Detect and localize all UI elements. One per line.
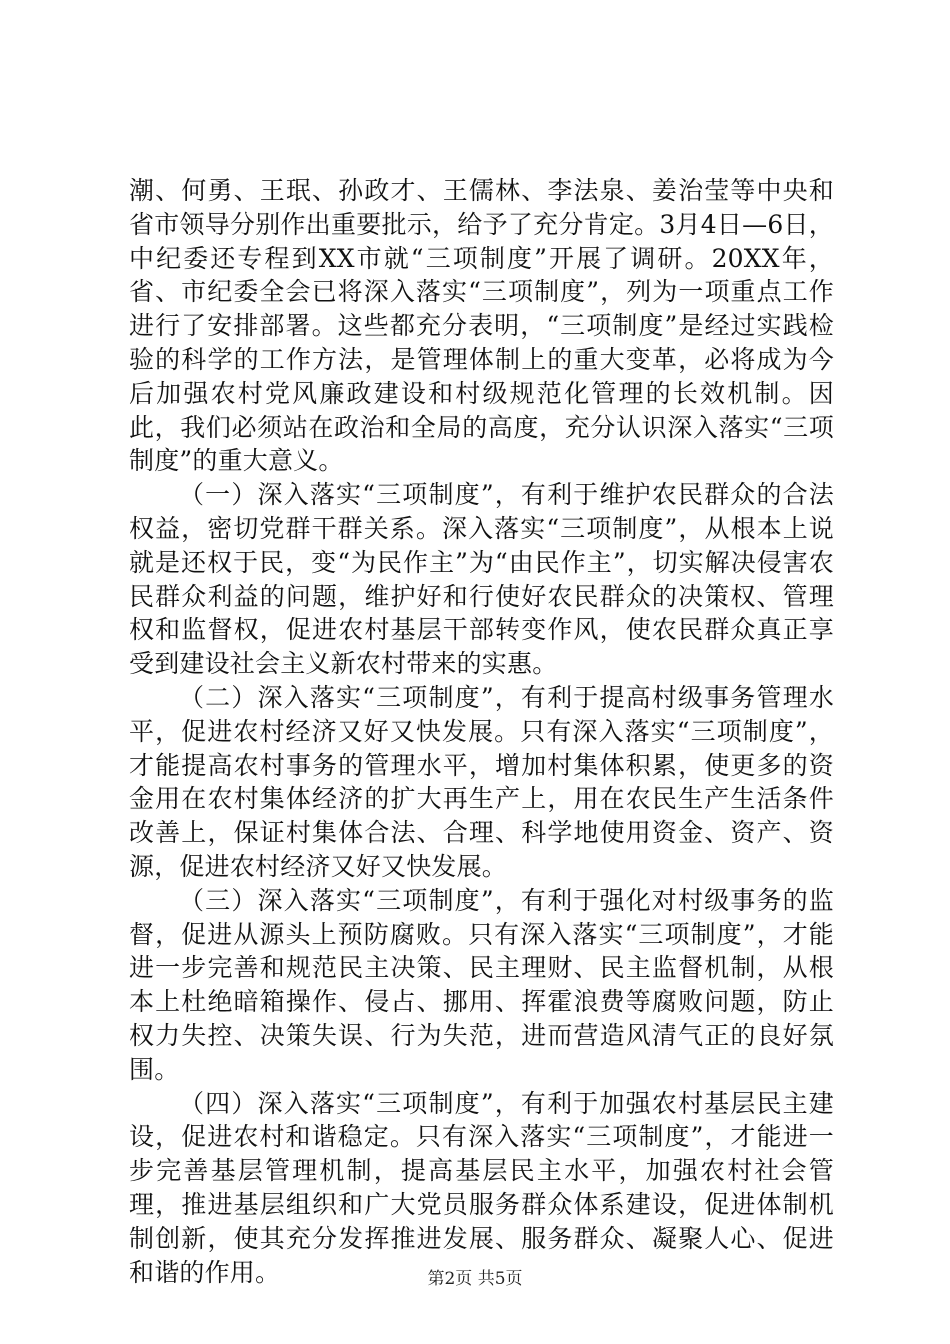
document-body — [129, 174, 834, 1289]
paragraph-point-four: （四）深入落实“三项制度”，有利于加强农村基层民主建设，促进农村和谐稳定。只有深入落实“三项制度”，才能进一步完善基层管理机制，提高基层民主水平，加强农村社会管理，推进基层组织和广大党员服务群众体系建设，促进体制机制创新，使其充分发挥推进发展、服务群众、凝聚人心、促进和谐的作用。 — [129, 1088, 834, 1287]
paragraph-point-three: （三）深入落实“三项制度”，有利于强化对村级事务的监督，促进从源头上预防腐败。只有深入落实“三项制度”，才能进一步完善和规范民主决策、民主理财、民主监督机制，从根本上杜绝暗箱操作、侵占、挪用、挥霍浪费等腐败问题，防止权力失控、决策失误、行为失范，进而营造风清气正的良好氛围。 — [129, 885, 834, 1084]
paragraph-point-two: （二）深入落实“三项制度”，有利于提高村级事务管理水平，促进农村经济又好又快发展。只有深入落实“三项制度”，才能提高农村事务的管理水平，增加村集体积累，使更多的资金用在农村集体经济的扩大再生产上，用在农民生产生活条件改善上，保证村集体合法、合理、科学地使用资金、资产、资源，促进农村经济又好又快发展。 — [129, 682, 834, 881]
paragraph-point-one: （一）深入落实“三项制度”，有利于维护农民群众的合法权益，密切党群干群关系。深入落实“三项制度”，从根本上说就是还权于民，变“为民作主”为“由民作主”，切实解决侵害农民群众利益的问题，维护好和行使好农民群众的决策权、管理权和监督权，促进农村基层干部转变作风，使农民群众真正享受到建设社会主义新农村带来的实惠。 — [129, 480, 834, 679]
page-number-footer: 第2页 共5页 — [427, 1269, 523, 1289]
paragraph-continued: 潮、何勇、王珉、孙政才、王儒林、李法泉、姜治莹等中央和省市领导分别作出重要批示，给予了充分肯定。3月4日—6日，中纪委还专程到XX市就“三项制度”开展了调研。20XX年，省、市纪委全会已将深入落实“三项制度”，列为一项重点工作进行了安排部署。这些都充分表明，“三项制度”是经过实践检验的科学的工作方法，是管理体制上的重大变革，必将成为今后加强农村党风廉政建设和村级规范化管理的长效机制。因此，我们必须站在政治和全局的高度，充分认识深入落实“三项制度”的重大意义。 — [129, 176, 834, 476]
